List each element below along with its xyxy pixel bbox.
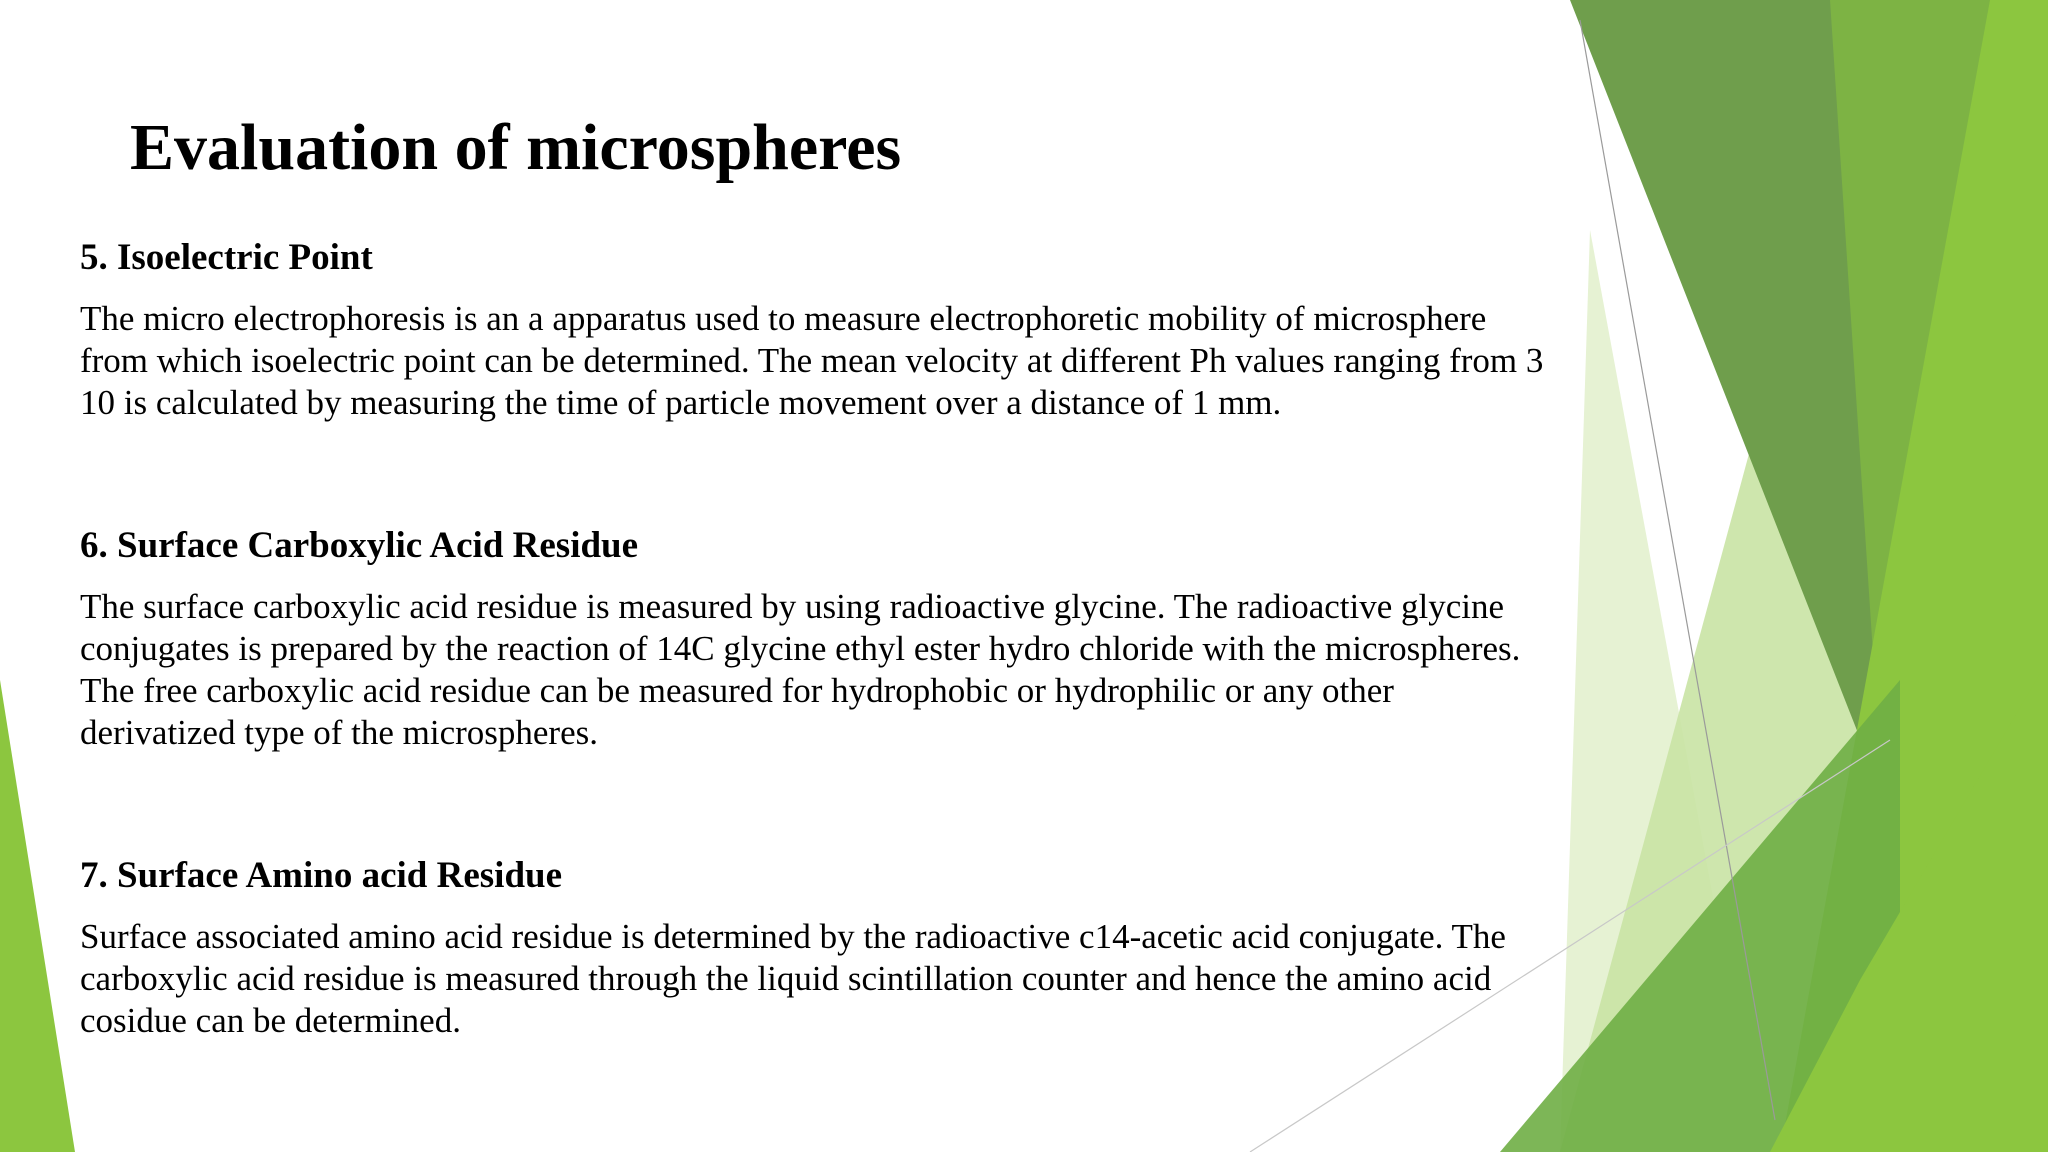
slide-content <box>80 236 1550 1042</box>
section-heading: 5. Isoelectric Point <box>80 237 373 278</box>
section-heading: 6. Surface Carboxylic Acid Residue <box>80 525 639 566</box>
section-isoelectric-point <box>80 236 1550 424</box>
section-body: Surface associated amino acid residue is determined by the radioactive c14-acetic acid conjugate. The carboxylic acid residue is measured through the liquid scintillation counter and hence the amino acid cosidue can be determined. <box>80 917 1506 1040</box>
section-surface-carboxylic-acid-residue <box>80 524 1550 754</box>
section-heading: 7. Surface Amino acid Residue <box>80 855 563 896</box>
section-surface-amino-acid-residue <box>80 854 1550 1042</box>
slide-title: Evaluation of microspheres <box>130 111 902 184</box>
deco-left-strip <box>0 680 75 1152</box>
section-body: The micro electrophoresis is an a apparatus used to measure electrophoretic mobility of microsphere from which isoelectric point can be determined. The mean velocity at different Ph values ranging from 3 10 is calculated by measuring the time of particle movement over a distance of 1 mm. <box>80 299 1544 422</box>
section-body: The surface carboxylic acid residue is measured by using radioactive glycine. The radioactive glycine conjugates is prepared by the reaction of 14C glycine ethyl ester hydro chloride with the microspheres. The free carboxylic acid residue can be measured for hydrophobic or hydrophilic or any other derivatized type of the microspheres. <box>80 587 1521 752</box>
